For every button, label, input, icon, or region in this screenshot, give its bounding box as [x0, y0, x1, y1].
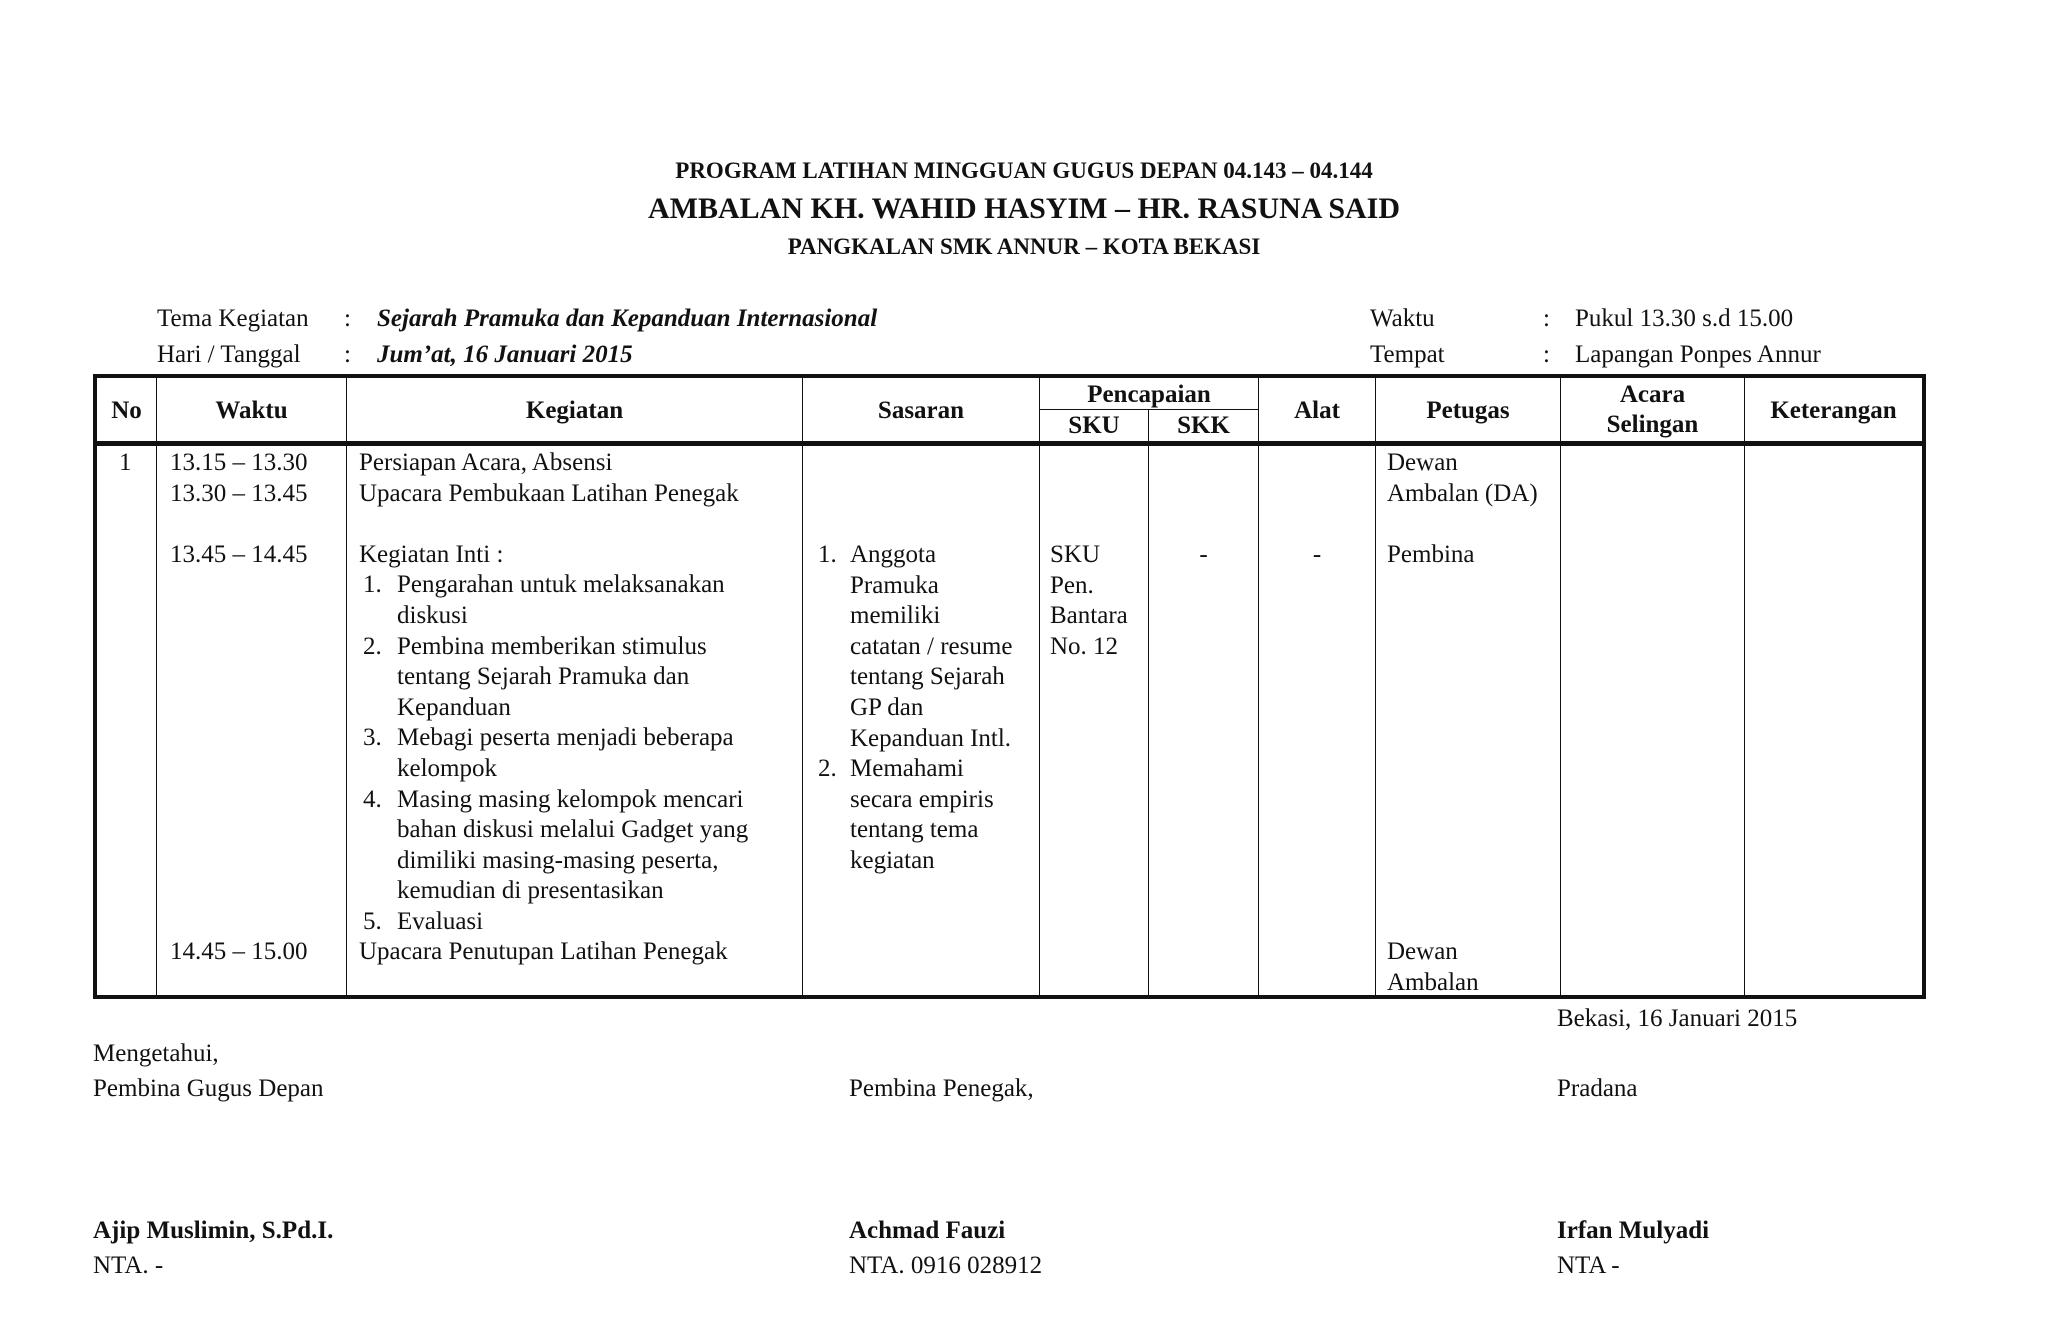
- waktu-label: Waktu: [1370, 305, 1435, 332]
- petugas-cell: [1387, 448, 1538, 570]
- header-acara-selingan: [1561, 380, 1744, 440]
- col-line-sku: [1039, 378, 1040, 995]
- petugas-line: Dewan: [1387, 938, 1458, 965]
- header-acara-line2: Selingan: [1606, 411, 1699, 438]
- signature-role-penegak: Pembina Penegak,: [849, 1075, 1034, 1102]
- col-line-alat: [1258, 378, 1259, 995]
- kegiatan-item-line: kemudian di presentasikan: [397, 877, 664, 905]
- kegiatan-item-line: diskusi: [397, 601, 468, 629]
- sasaran-item-line: tentang Sejarah: [850, 663, 1005, 691]
- header-sku: SKU: [1068, 412, 1120, 439]
- col-line-petugas: [1375, 378, 1376, 995]
- sasaran-item: [818, 754, 1012, 876]
- program-title: PROGRAM LATIHAN MINGGUAN GUGUS DEPAN 04.143 – 04.144: [675, 158, 1373, 183]
- petugas-line: Pembina: [1387, 540, 1475, 568]
- waktu-entry: 13.45 – 14.45: [170, 540, 308, 568]
- header-pencapaian: Pencapaian: [1087, 381, 1211, 408]
- kegiatan-item: [359, 785, 748, 907]
- signature-name-gugus-depan: Ajip Muslimin, S.Pd.I.: [93, 1217, 334, 1244]
- sasaran-item-line: Anggota: [850, 541, 937, 568]
- sasaran-item-line: Pramuka: [850, 571, 939, 599]
- signature-role-pradana: Pradana: [1557, 1075, 1638, 1102]
- header-divider: [93, 441, 1926, 446]
- header-skk: SKK: [1177, 412, 1230, 439]
- signature-name-pradana: Irfan Mulyadi: [1557, 1217, 1710, 1244]
- sku-line: SKU: [1050, 541, 1101, 568]
- kegiatan-item: [359, 907, 748, 938]
- kegiatan-item-line: Masing masing kelompok mencari: [397, 785, 744, 813]
- header-no: No: [111, 397, 142, 424]
- tempat-colon: :: [1543, 341, 1550, 368]
- kegiatan-item-line: bahan diskusi melalui Gadget yang: [397, 816, 749, 844]
- sasaran-item-text: [850, 754, 994, 876]
- sasaran-item-line: catatan / resume: [850, 632, 1013, 660]
- header-keterangan: Keterangan: [1770, 397, 1897, 424]
- sasaran-item: [818, 540, 1012, 754]
- waktu-colon: :: [1543, 305, 1550, 332]
- waktu-entry-last: 14.45 – 15.00: [170, 938, 308, 965]
- petugas-line: [1387, 509, 1538, 540]
- place-date: Bekasi, 16 Januari 2015: [1557, 1005, 1798, 1032]
- kegiatan-line: [359, 509, 748, 540]
- sasaran-cell: [818, 540, 1012, 877]
- kegiatan-item-number: 2.: [363, 632, 382, 660]
- mengetahui-label: Mengetahui,: [93, 1040, 219, 1067]
- sasaran-item-number: 1.: [818, 541, 837, 568]
- skk-cell: -: [1199, 541, 1208, 568]
- header-kegiatan: Kegiatan: [525, 397, 624, 424]
- sasaran-item-text: [850, 540, 1012, 754]
- sasaran-item-line: kegiatan: [850, 846, 935, 874]
- col-line-acara: [1560, 378, 1561, 995]
- petugas-closing: [1387, 937, 1479, 998]
- petugas-line: Dewan: [1387, 449, 1458, 476]
- base-title: PANGKALAN SMK ANNUR – KOTA BEKASI: [787, 234, 1261, 259]
- kegiatan-item: [359, 570, 748, 631]
- kegiatan-item-line: Pembina memberikan stimulus: [397, 632, 707, 660]
- row-no: 1: [119, 449, 132, 476]
- waktu-value: Pukul 13.30 s.d 15.00: [1575, 305, 1794, 332]
- kegiatan-item-line: Mebagi peserta menjadi beberapa: [397, 724, 734, 752]
- alat-cell: -: [1312, 541, 1322, 568]
- sasaran-item-line: secara empiris: [850, 785, 994, 813]
- tempat-value: Lapangan Ponpes Annur: [1575, 341, 1821, 368]
- kegiatan-item-number: 1.: [363, 571, 382, 599]
- header-petugas: Petugas: [1426, 397, 1510, 424]
- kegiatan-item-text: [397, 785, 748, 907]
- sasaran-item-line: Memahami: [850, 755, 964, 783]
- header-alat: Alat: [1294, 397, 1340, 424]
- sasaran-item-line: Kepanduan Intl.: [850, 724, 1012, 752]
- tema-value: Sejarah Pramuka dan Kepanduan Internasional: [377, 305, 878, 332]
- kegiatan-item-text: [397, 632, 707, 724]
- waktu-entry: 13.15 – 13.30: [170, 449, 308, 476]
- kegiatan-item-line: kelompok: [397, 754, 497, 782]
- signature-nta-gugus-depan: NTA. -: [93, 1252, 164, 1279]
- organization-title: AMBALAN KH. WAHID HASYIM – HR. RASUNA SAID: [647, 192, 1401, 225]
- kegiatan-item-line: tentang Sejarah Pramuka dan: [397, 663, 690, 691]
- kegiatan-item-line: dimiliki masing-masing peserta,: [397, 846, 719, 874]
- kegiatan-item-line: Pengarahan untuk melaksanakan: [397, 571, 725, 599]
- kegiatan-line: Kegiatan Inti :: [359, 540, 504, 568]
- kegiatan-item-text: [397, 723, 734, 784]
- sku-cell: [1050, 540, 1128, 662]
- kegiatan-item-text: [397, 907, 483, 938]
- hari-label: Hari / Tanggal: [157, 341, 301, 368]
- col-line-skk: [1148, 410, 1149, 995]
- tema-colon: :: [344, 305, 351, 332]
- tema-label: Tema Kegiatan: [157, 305, 309, 332]
- signature-nta-penegak: NTA. 0916 028912: [849, 1252, 1043, 1279]
- sku-line: No. 12: [1050, 632, 1119, 660]
- kegiatan-line: Persiapan Acara, Absensi: [359, 449, 613, 476]
- tempat-label: Tempat: [1370, 341, 1445, 368]
- col-line-waktu: [156, 378, 157, 995]
- kegiatan-cell: [359, 448, 748, 938]
- kegiatan-item-text: [397, 570, 725, 631]
- kegiatan-item-line: Evaluasi: [397, 907, 484, 935]
- signature-name-penegak: Achmad Fauzi: [849, 1217, 1006, 1244]
- signature-nta-pradana: NTA -: [1557, 1252, 1620, 1279]
- hari-colon: :: [344, 341, 351, 368]
- kegiatan-line: Upacara Pembukaan Latihan Penegak: [359, 479, 739, 507]
- waktu-cell: [170, 448, 308, 570]
- sasaran-item-line: GP dan: [850, 693, 924, 721]
- sasaran-item-number: 2.: [818, 755, 837, 783]
- col-line-sasaran: [802, 378, 803, 995]
- header-acara-line1: Acara: [1619, 381, 1686, 408]
- kegiatan-item-number: 5.: [363, 907, 382, 935]
- kegiatan-closing: Upacara Penutupan Latihan Penegak: [359, 938, 728, 965]
- waktu-entry: 13.30 – 13.45: [170, 479, 308, 507]
- col-line-keterangan: [1744, 378, 1745, 995]
- col-line-kegiatan: [346, 378, 347, 995]
- header-waktu: Waktu: [215, 397, 288, 424]
- kegiatan-item-number: 4.: [363, 785, 382, 813]
- signature-role-gugus-depan: Pembina Gugus Depan: [93, 1075, 324, 1102]
- header-sasaran: Sasaran: [877, 397, 965, 424]
- petugas-line: Ambalan: [1387, 968, 1479, 996]
- waktu-entry: [170, 509, 308, 540]
- sku-line: Pen.: [1050, 571, 1094, 599]
- kegiatan-item-line: Kepanduan: [397, 693, 511, 721]
- kegiatan-item: [359, 632, 748, 724]
- kegiatan-item-number: 3.: [363, 724, 382, 752]
- sku-line: Bantara: [1050, 602, 1128, 630]
- kegiatan-item: [359, 723, 748, 784]
- sasaran-item-line: tentang tema: [850, 816, 979, 844]
- petugas-line: Ambalan (DA): [1387, 479, 1538, 507]
- sasaran-item-line: memiliki: [850, 602, 941, 630]
- hari-value: Jum’at, 16 Januari 2015: [377, 341, 633, 368]
